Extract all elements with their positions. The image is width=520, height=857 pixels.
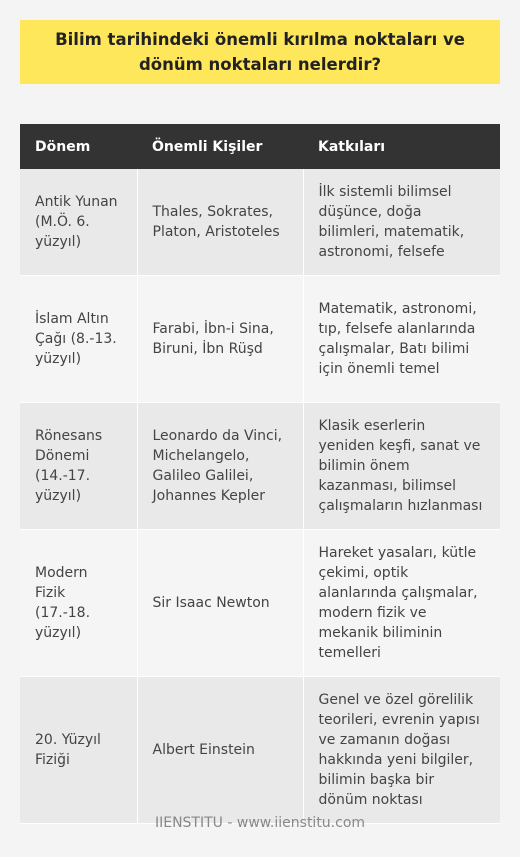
cell-contributions: Hareket yasaları, kütle çekimi, optik alanlarında çalışmalar, modern fizik ve mekanik biliminin temelleri [303,530,500,677]
page-title: Bilim tarihindeki önemli kırılma noktaları ve dönüm noktaları nelerdir? [20,20,500,84]
table-header-row [20,124,500,169]
cell-contributions: İlk sistemli bilimsel düşünce, doğa bilimleri, matematik, astronomi, felsefe [303,169,500,276]
header-period: Dönem [20,124,137,169]
cell-people: Leonardo da Vinci, Michelangelo, Galileo Galilei, Johannes Kepler [137,403,303,530]
table-row [20,403,500,530]
cell-contributions: Matematik, astronomi, tıp, felsefe alanlarında çalışmalar, Batı bilimi için önemli temel [303,276,500,403]
cell-period: Antik Yunan (M.Ö. 6. yüzyıl) [20,169,137,276]
header-people: Önemli Kişiler [137,124,303,169]
history-table [20,124,500,824]
table-row [20,169,500,276]
cell-people: Albert Einstein [137,677,303,824]
cell-contributions: Genel ve özel görelilik teorileri, evrenin yapısı ve zamanın doğası hakkında yeni bilgiler, bilimin başka bir dönüm noktası [303,677,500,824]
header-contributions: Katkıları [303,124,500,169]
cell-period: Rönesans Dönemi (14.-17. yüzyıl) [20,403,137,530]
footer-link[interactable]: IIENSTITU - www.iienstitu.com [154,815,366,831]
table-row [20,677,500,824]
cell-period: İslam Altın Çağı (8.-13. yüzyıl) [20,276,137,403]
cell-people: Sir Isaac Newton [137,530,303,677]
cell-contributions: Klasik eserlerin yeniden keşfi, sanat ve bilimin önem kazanması, bilimsel çalışmaların hızlanması [303,403,500,530]
cell-period: Modern Fizik (17.-18. yüzyıl) [20,530,137,677]
cell-people: Farabi, İbn-i Sina, Biruni, İbn Rüşd [137,276,303,403]
cell-period: 20. Yüzyıl Fiziği [20,677,137,824]
cell-people: Thales, Sokrates, Platon, Aristoteles [137,169,303,276]
table-row [20,530,500,677]
table-row [20,276,500,403]
